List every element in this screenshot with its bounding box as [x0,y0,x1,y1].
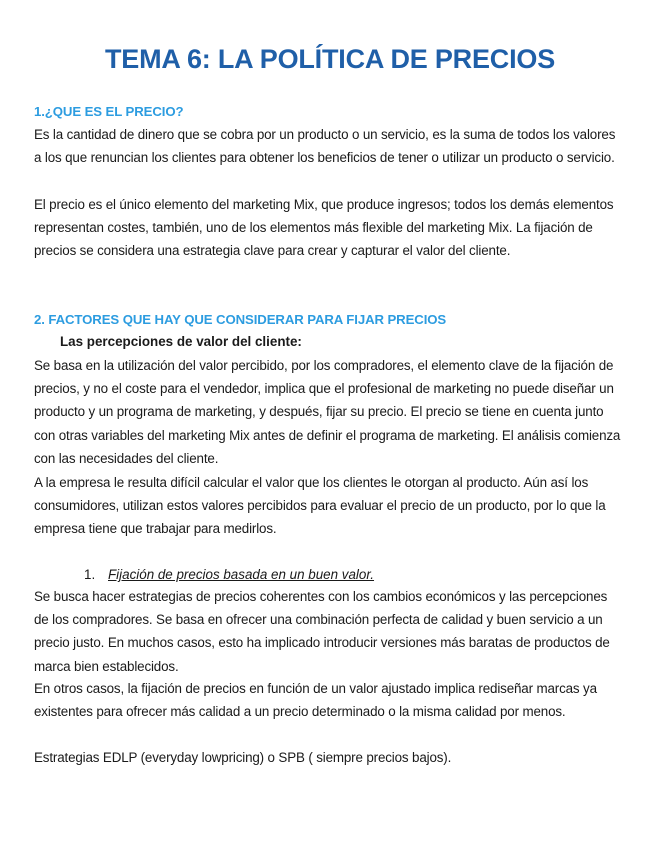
item-1-paragraph: Se busca hacer estrategias de precios coherentes con los cambios económicos y las percepciones de los compradores. Se basa en ofrecer una combinación perfecta de calidad y buen servicio a un precio justo. En muchos casos, esto ha implicado introducir versiones más baratas de productos de marca bien establecidos. [34,589,610,674]
section-1-paragraph: Es la cantidad de dinero que se cobra por un producto o un servicio, es la suma de todos los valores a los que renuncian los clientes para obtener los beneficios de tener o utilizar un producto o servicio. [34,127,616,166]
section-2-paragraph: Se basa en la utilización del valor percibido, por los compradores, el elemento clave de la fijación de precios, y no el coste para el vendedor, implica que el profesional de marketing no puede diseñar un producto y un programa de marketing, y después, fijar su precio. El precio se tiene en cuenta junto con otras variables del marketing Mix antes de definir el programa de marketing. El análisis comienza con las necesidades del cliente. [34,358,621,466]
item-1-paragraph: Estrategias EDLP (everyday lowpricing) o SPB ( siempre precios bajos). [34,750,452,765]
section-2-subheading: Las percepciones de valor del cliente: [60,334,302,349]
list-item-label: Fijación de precios basada en un buen valor. [108,567,375,582]
item-1-paragraph: En otros casos, la fijación de precios en función de un valor ajustado implica rediseñar marcas ya existentes para ofrecer más calidad a un precio determinado o la misma calidad por menos. [34,681,597,720]
list-item-heading [84,567,374,582]
page-title: TEMA 6: LA POLÍTICA DE PRECIOS [104,44,556,74]
section-2-heading: 2. FACTORES QUE HAY QUE CONSIDERAR PARA FIJAR PRECIOS [34,312,447,327]
list-item-number: 1. [84,567,96,582]
section-1-paragraph: El precio es el único elemento del marketing Mix, que produce ingresos; todos los demás elementos representan costes, también, uno de los elementos más flexible del marketing Mix. La fijación de precios se considera una estrategia clave para crear y capturar el valor del cliente. [34,197,614,259]
section-2-paragraph: A la empresa le resulta difícil calcular el valor que los clientes le otorgan al producto. Aún así los consumidores, utilizan estos valores percibidos para evaluar el precio de un producto, por lo que la empresa tiene que trabajar para medirlos. [34,475,606,537]
section-1-heading: 1.¿QUE ES EL PRECIO? [34,104,184,119]
